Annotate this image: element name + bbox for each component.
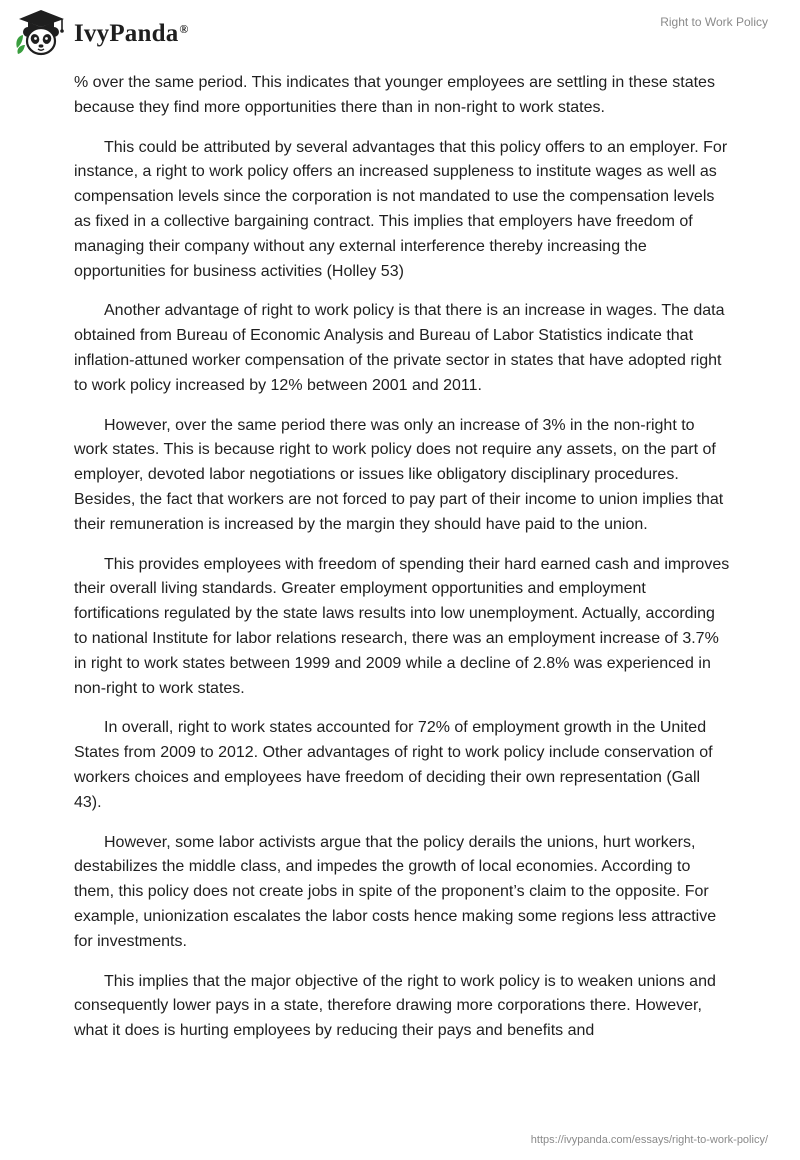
paragraph: However, some labor activists argue that the policy derails the unions, hurt workers, destabilizes the middle class, and impedes the growth of local economies. According to them, this policy does not create jobs in spite of the proponent’s claim to the opposite. For example, unionization escalates the labor costs hence making some regions less attractive for investments. — [74, 833, 717, 950]
page-header — [0, 0, 800, 70]
brand-logo[interactable] — [14, 8, 189, 58]
registered-mark: ® — [179, 22, 189, 36]
paragraph: This implies that the major objective of the right to work policy is to weaken unions and consequently lower pays in a state, therefore drawing more corporations there. However, what it does is hurting employees by reducing their pays and benefits and — [74, 972, 716, 1040]
paragraph: This could be attributed by several advantages that this policy offers to an employer. For instance, a right to work policy offers an increased suppleness to institute wages as well as compensation levels since the corporation is not mandated to use the compensation levels as fixed in a collective bargaining contract. This implies that employers have freedom of managing their company without any external interference thereby increasing the opportunities for business activities (Holley 53) — [74, 138, 728, 280]
document-title: Right to Work Policy — [660, 15, 768, 29]
brand-name: IvyPanda® — [74, 20, 189, 47]
paragraph: However, over the same period there was only an increase of 3% in the non-right to work states. This is because right to work policy does not require any assets, on the part of employer, devoted labor negotiations or issues like obligatory disciplinary procedures. Besides, the fact that workers are not forced to pay part of their income to union implies that their remuneration is increased by the margin they should have paid to the union. — [74, 416, 724, 533]
paragraph: In overall, right to work states accounted for 72% of employment growth in the United States from 2009 to 2012. Other advantages of right to work policy include conservation of workers choices and employees have freedom of deciding their own representation (Gall 43). — [74, 719, 713, 811]
essay-body — [74, 71, 732, 1059]
footer-source-url[interactable]: https://ivypanda.com/essays/right-to-work-policy/ — [530, 1134, 768, 1146]
paragraph: Another advantage of right to work policy is that there is an increase in wages. The data obtained from Bureau of Economic Analysis and Bureau of Labor Statistics indicate that inflation-attuned worker compensation of the private sector in states that have adopted right to work policy increased by 12% between 2001 and 2011. — [74, 302, 725, 394]
paragraph: This provides employees with freedom of spending their hard earned cash and improves their overall living standards. Greater employment opportunities and employment fortifications regulated by the state laws results into low unemployment. Actually, according to national Institute for labor relations research, there was an employment increase of 3.7% in right to work states between 1999 and 2009 while a decline of 2.8% was experienced in non-right to work states. — [74, 555, 730, 697]
paragraph-continued: % over the same period. This indicates that younger employees are settling in these states because they find more opportunities there than in non-right to work states. — [74, 74, 715, 116]
panda-graduate-logo-icon — [14, 8, 68, 58]
